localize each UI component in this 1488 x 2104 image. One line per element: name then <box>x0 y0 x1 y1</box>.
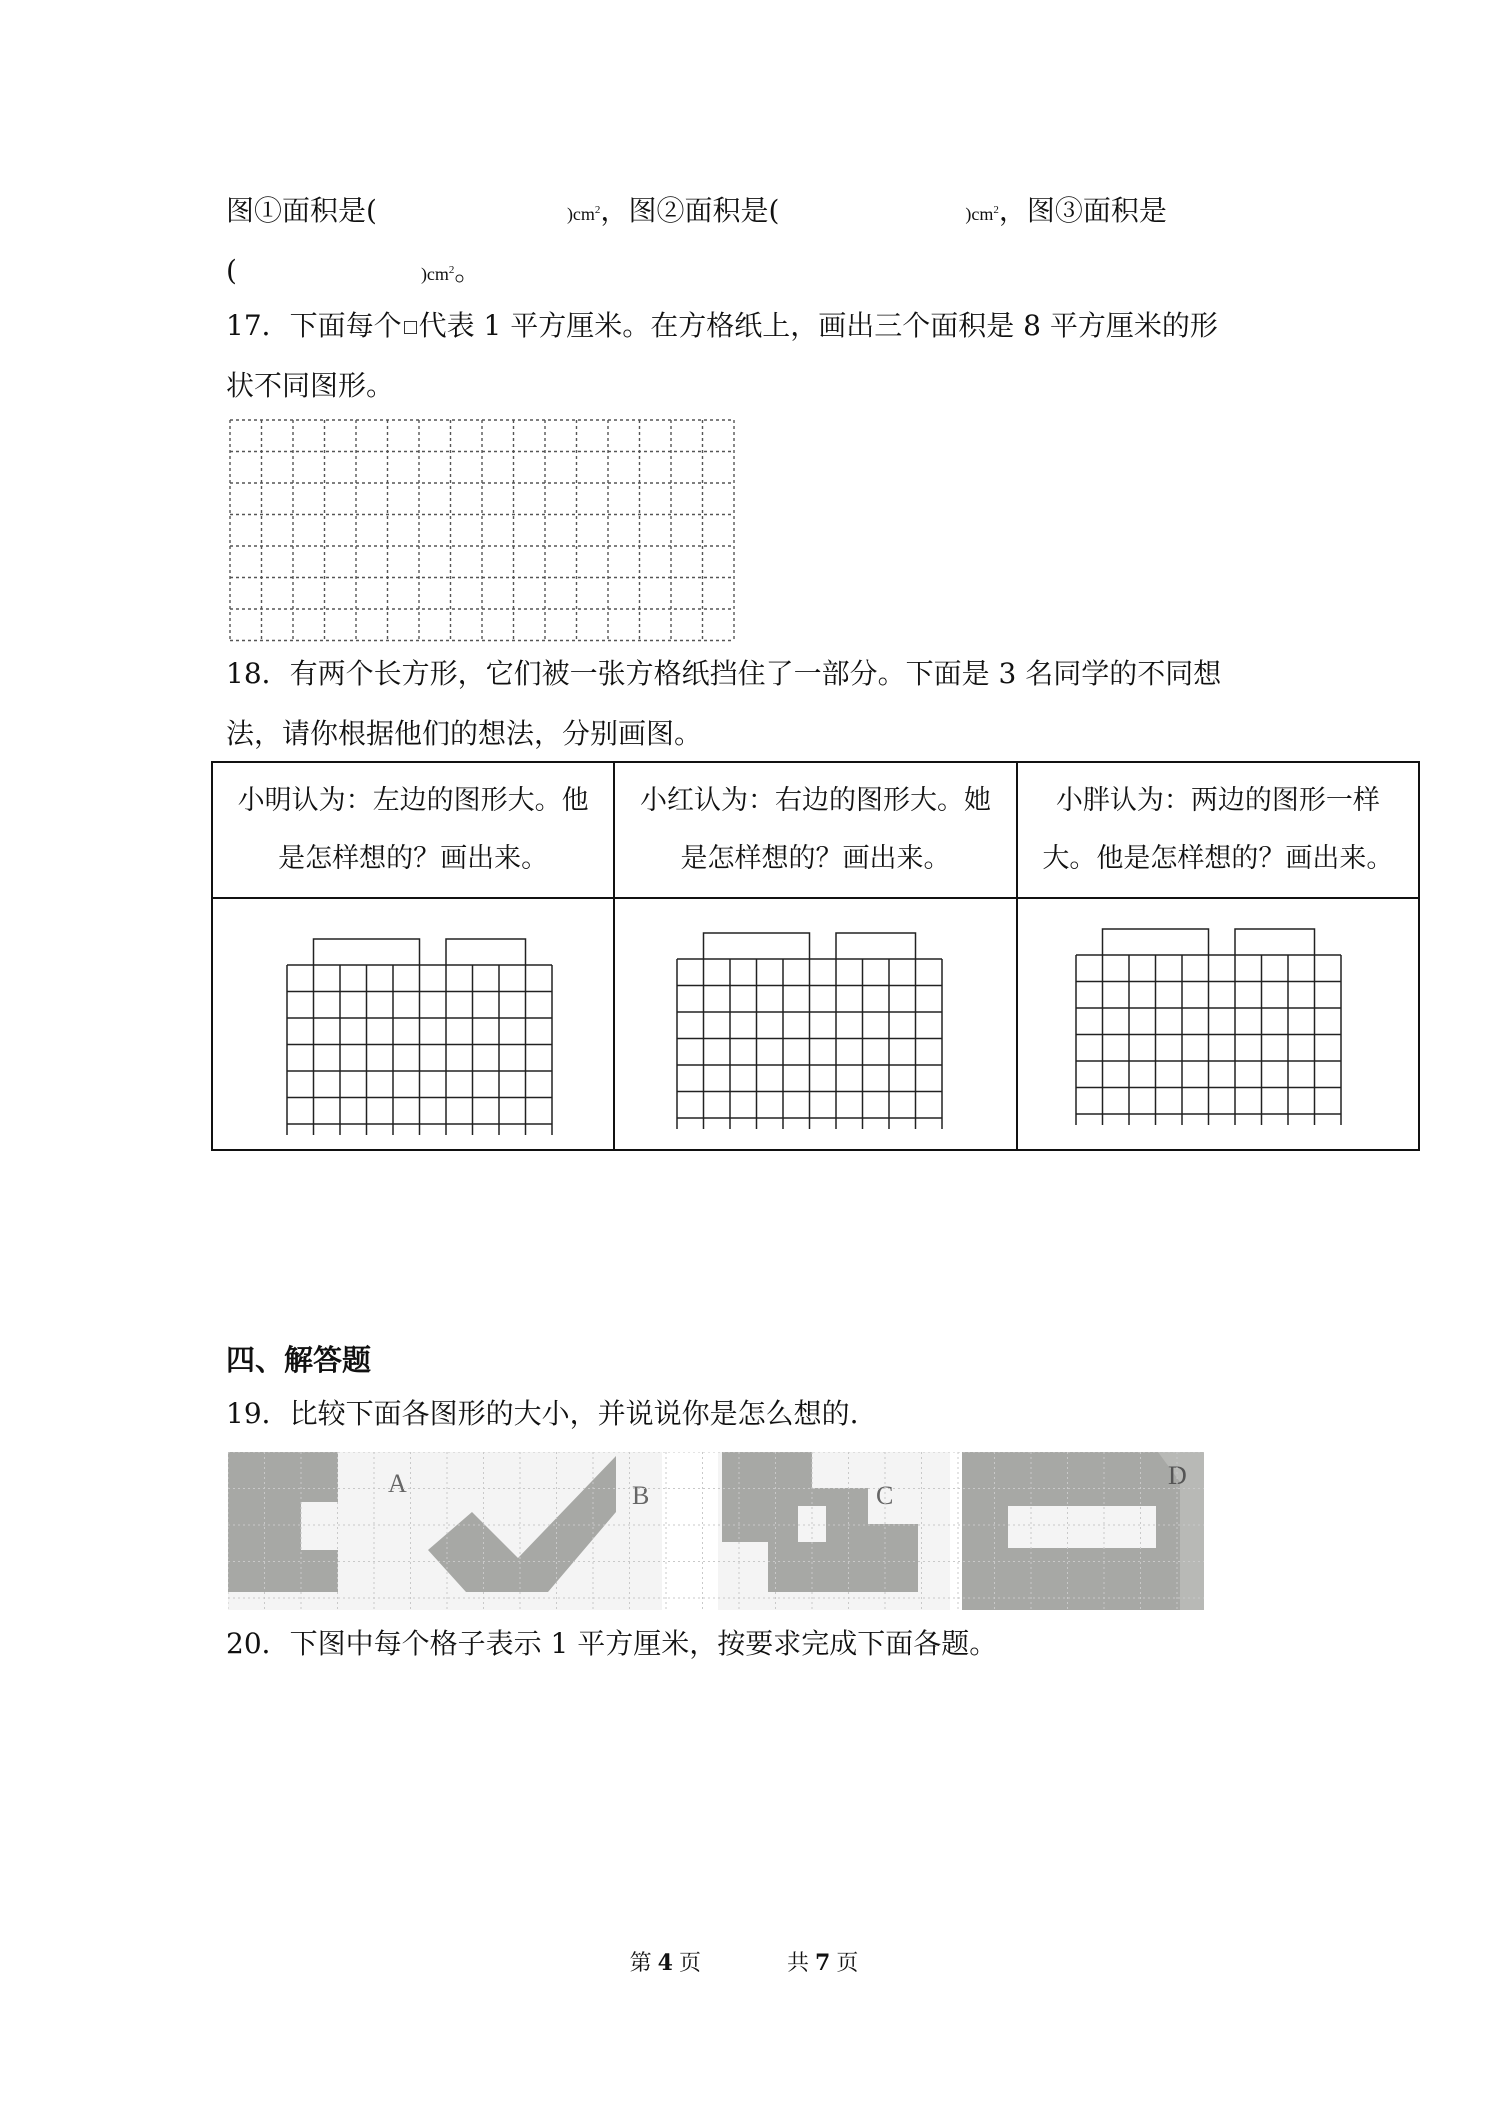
q18-grid-cell-2[interactable] <box>614 898 1016 1150</box>
q18-col3-line2: 大。他是怎样想的？画出来。 <box>1042 843 1394 874</box>
q18-col-xiaohong-text <box>614 762 1016 898</box>
q18-col3-line1: 小胖认为：两边的图形一样 <box>1055 785 1380 816</box>
period: 。 <box>454 254 483 287</box>
unit-sup: 2 <box>993 204 999 216</box>
unit-square-icon <box>404 321 417 334</box>
section-title: 四、解答题 <box>226 1343 372 1377</box>
q16-area-line-1 <box>226 190 1167 234</box>
q18-question-line-2: 法，请你根据他们的想法，分别画图。 <box>226 717 703 750</box>
shape-label-d: D <box>1168 1461 1187 1490</box>
q17-drawing-grid[interactable] <box>228 418 738 642</box>
shape-label-c: C <box>876 1481 894 1510</box>
q18-grid-2[interactable] <box>675 929 947 1129</box>
q17-text-b: 代表 1 平方厘米。在方格纸上，画出三个面积是 8 平方厘米的形 <box>418 309 1218 342</box>
unit-cm: )cm <box>420 264 449 284</box>
q18-col-xiaoming-text <box>212 762 614 898</box>
shape-b <box>416 1452 662 1610</box>
q18-col2-line2: 是怎样想的？画出来。 <box>680 843 951 874</box>
q18-grid-3[interactable] <box>1074 925 1346 1125</box>
comma: ， <box>600 194 629 227</box>
q18-grid-cell-3[interactable] <box>1017 898 1419 1150</box>
footer-page-prefix: 第 <box>629 1951 652 1976</box>
q18-col1-line2: 是怎样想的？画出来。 <box>278 843 549 874</box>
q17-question-line-2: 状不同图形。 <box>226 369 395 402</box>
q18-grid-cell-1[interactable] <box>212 898 614 1150</box>
q18-col1-line1: 小明认为：左边的图形大。他 <box>237 785 589 816</box>
footer-page-number: 4 <box>657 1950 673 1976</box>
open-paren: ( <box>226 254 237 287</box>
comma: ， <box>998 194 1027 227</box>
q19-question: 19．比较下面各图形的大小，并说说你是怎么想的. <box>226 1397 859 1430</box>
unit-cm: )cm <box>965 204 994 224</box>
footer-page-suffix: 页 <box>678 1951 701 1976</box>
q16-area-line-2 <box>226 250 482 294</box>
shape-label-a: A <box>388 1469 407 1498</box>
shape-label-b: B <box>632 1481 650 1510</box>
fig1-area-label: 图①面积是( <box>226 194 377 227</box>
q18-col2-line1: 小红认为：右边的图形大。她 <box>639 785 991 816</box>
q18-table <box>211 761 1420 1151</box>
fig2-area-label: 图②面积是( <box>628 194 780 227</box>
shape-c <box>718 1452 950 1610</box>
shape-d <box>962 1452 1204 1610</box>
q18-grid-1[interactable] <box>285 935 557 1135</box>
q17-question-line-1 <box>226 306 1218 346</box>
unit-cm: )cm <box>566 204 595 224</box>
q20-question: 20．下图中每个格子表示 1 平方厘米，按要求完成下面各题。 <box>226 1627 998 1660</box>
q18-question-line-1: 18．有两个长方形，它们被一张方格纸挡住了一部分。下面是 3 名同学的不同想 <box>226 657 1222 690</box>
q17-text-a: 17．下面每个 <box>226 309 402 342</box>
fig3-area-label: 图③面积是 <box>1026 194 1167 227</box>
footer-total-pages: 7 <box>815 1950 831 1976</box>
q18-col-xiaopang-text <box>1017 762 1419 898</box>
unit-sup: 2 <box>594 204 601 216</box>
q19-shapes-figure <box>228 1452 1204 1610</box>
unit-sup: 2 <box>448 264 455 276</box>
page-footer <box>0 1946 1488 1977</box>
footer-total-suffix: 页 <box>836 1951 859 1976</box>
footer-total-prefix: 共 <box>787 1951 810 1976</box>
